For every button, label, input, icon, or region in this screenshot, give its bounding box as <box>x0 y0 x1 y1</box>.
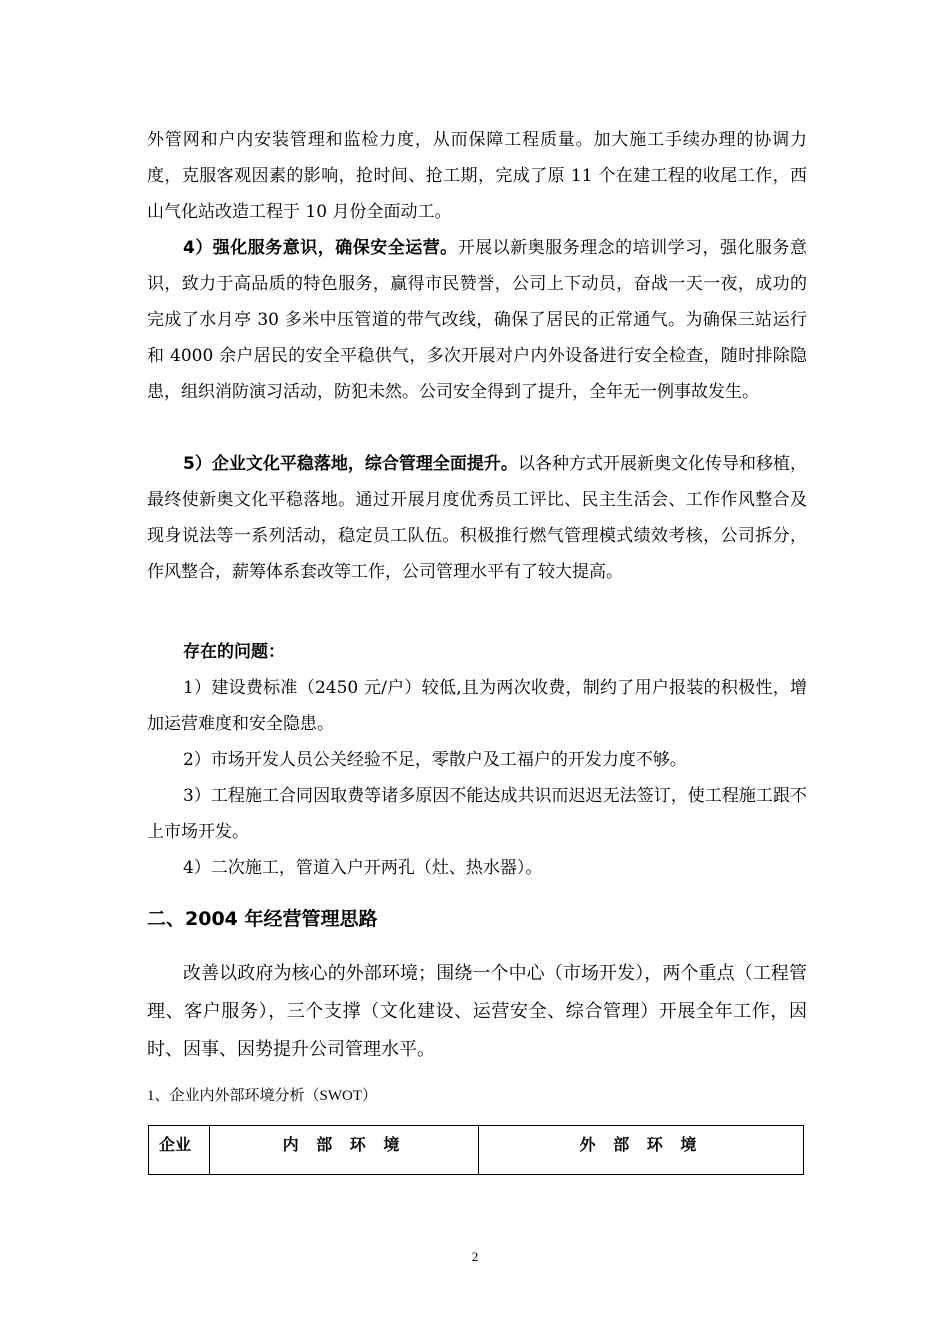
section-intro: 改善以政府为核心的外部环境；围绕一个中心（市场开发），两个重点（工程管理、客户服务），三个支撑（文化建设、运营安全、综合管理）开展全年工作，因时、因事、因势提升公司管理水平。 <box>147 963 807 1060</box>
page-number: 2 <box>471 1249 479 1264</box>
subsection-title: 1、企业内外部环境分析（SWOT） <box>147 1088 377 1104</box>
paragraph-service-title: 4）强化服务意识，确保安全运营。 <box>183 238 458 258</box>
table-header-external: 外 部 环 境 <box>479 1126 804 1175</box>
table-header-enterprise: 企业 <box>149 1126 210 1175</box>
section-heading: 二、2004 年经营管理思路 <box>147 908 378 930</box>
paragraph-culture-body: 以各种方式开展新奥文化传导和移植，最终使新奥文化平稳落地。通过开展月度优秀员工评比、民主生活会、工作作风整合及现身说法等一系列活动，稳定员工队伍。积极推行燃气管理模式绩效考核，公司拆分，作风整合，薪筹体系套改等工作，公司管理水平有了较大提高。 <box>147 454 808 582</box>
issue-item-4: 4）二次施工，管道入户开两孔（灶、热水器）。 <box>183 858 543 878</box>
issue-item-2: 2）市场开发人员公关经验不足，零散户及工福户的开发力度不够。 <box>183 750 687 770</box>
table-header-internal: 内 部 环 境 <box>210 1126 479 1175</box>
paragraph-culture-title: 5）企业文化平稳落地，综合管理全面提升。 <box>183 454 518 474</box>
paragraph-quality: 外管网和户内安装管理和监检力度，从而保障工程质量。加大施工手续办理的协调力度，克服客观因素的影响，抢时间、抢工期，完成了原 11 个在建工程的收尾工作，西山气化站改造工程于 10 月份全面动工。 <box>147 130 807 222</box>
paragraph-service <box>147 230 807 410</box>
issues-title: 存在的问题： <box>183 642 285 662</box>
issue-item-1: 1）建设费标准（2450 元/户）较低,且为两次收费，制约了用户报装的积极性，增加运营难度和安全隐患。 <box>147 678 807 734</box>
paragraph-service-body: 开展以新奥服务理念的培训学习，强化服务意识，致力于高品质的特色服务，赢得市民赞誉，公司上下动员，奋战一天一夜，成功的完成了水月亭 30 多米中压管道的带气改线，确保了居民的正常通气。为确保三站运行和 4000 余户居民的安全平稳供气，多次开展对户内外设备进行安全检查，随时排除隐患，组织消防演习活动，防犯未然。公司安全得到了提升，全年无一例事故发生。 <box>147 238 808 402</box>
paragraph-culture <box>147 446 807 590</box>
issue-item-3: 3）工程施工合同因取费等诸多原因不能达成共识而迟迟无法签订，使工程施工跟不上市场开发。 <box>147 786 807 842</box>
swot-table <box>148 1125 804 1175</box>
table-row <box>149 1126 804 1175</box>
